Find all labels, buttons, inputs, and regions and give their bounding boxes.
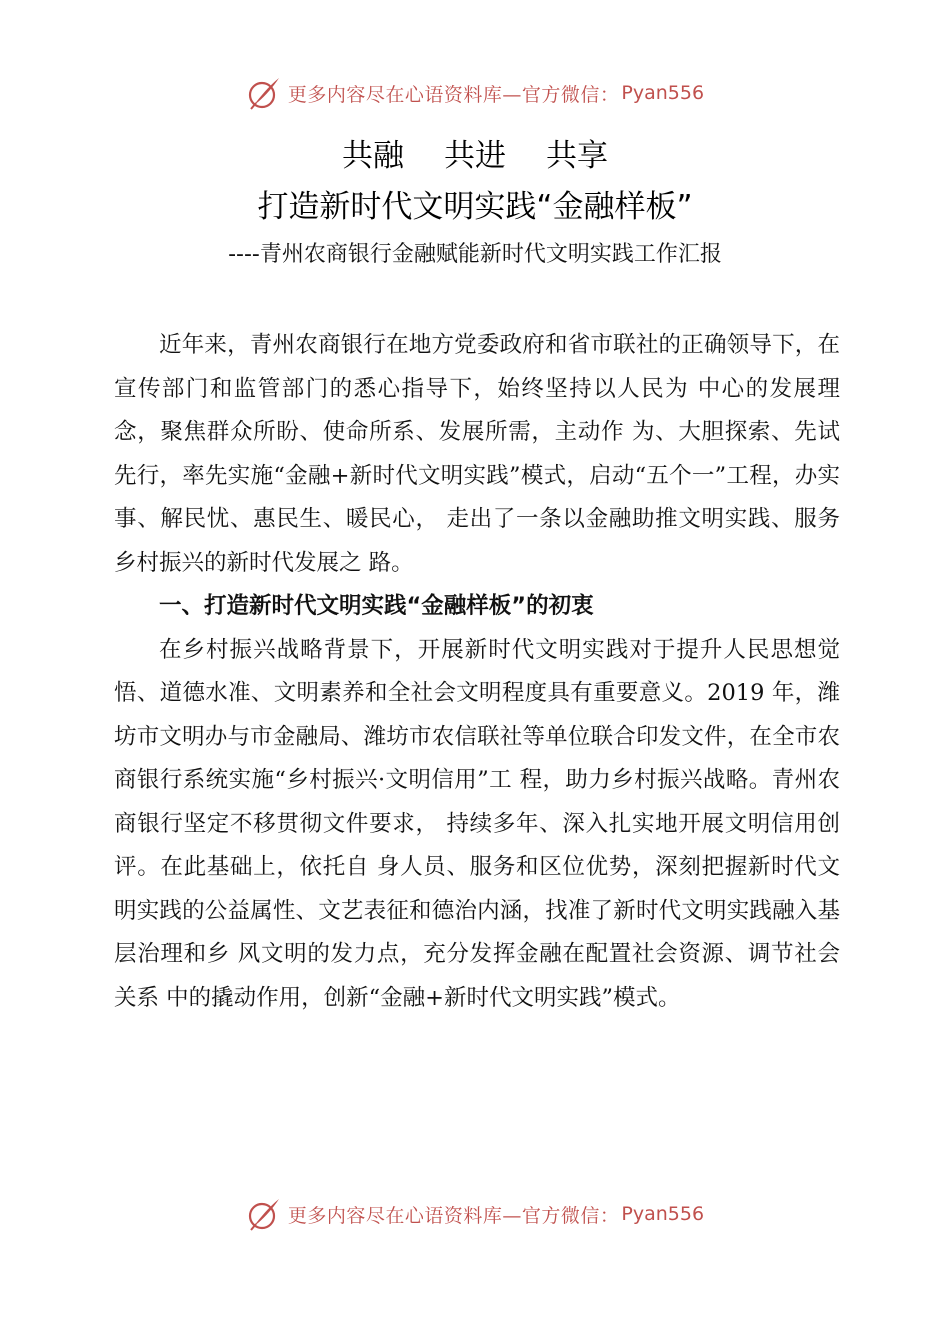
title-word-2: 共进 — [444, 138, 506, 174]
banner-handle: Pyan556 — [621, 1203, 705, 1225]
header-watermark-banner — [0, 73, 950, 113]
subtitle: ----青州农商银行金融赋能新时代文明实践工作汇报 — [228, 242, 722, 267]
banner-text: 更多内容尽在心语资料库—官方微信： — [287, 83, 620, 106]
quill-logo-icon — [246, 75, 282, 111]
title-word-1: 共融 — [342, 138, 404, 174]
section-paragraph: 在乡村振兴战略背景下，开展新时代文明实践对于提升人民思想觉悟、道德水准、文明素养和全社会文明程度具有重要意义。2019 年，潍坊市文明办与市金融局、潍坊市农信联社等单位联合印发文件，在全市农商银行系统实施“乡村振兴·文明信用”工 程，助力乡村振兴战略。青州农商银行坚定不移贯彻文件要求， 持续多年、深入扎实地开展文明信用创评。在此基础上，依托自 身人员、服务和区位优势，深刻把握新时代文明实践的公益属性、文艺表征和德治内涵，找准了新时代文明实践融入基层治理和乡 风文明的发力点，充分发挥金融在配置社会资源、调节社会关系 中的撬动作用，创新“金融+新时代文明实践”模式。 — [114, 636, 840, 1011]
intro-paragraph: 近年来，青州农商银行在地方党委政府和省市联社的正确领导下，在宣传部门和监管部门的悉心指导下，始终坚持以人民为 中心的发展理念，聚焦群众所盼、使命所系、发展所需，主动作 为、大胆探索、先试先行，率先实施“金融+新时代文明实践”模式，启动“五个一”工程，办实事、解民忧、惠民生、暖民心， 走出了一条以金融助推文明实践、服务乡村振兴的新时代发展之 路。 — [114, 332, 840, 576]
title-word-3: 共享 — [546, 138, 608, 174]
main-title-line1 — [0, 130, 950, 175]
footer-watermark-banner — [0, 1194, 950, 1234]
banner-handle: Pyan556 — [621, 82, 705, 104]
section-heading: 一、打造新时代文明实践“金融样板”的初衷 — [159, 593, 594, 619]
main-title-line2: 打造新时代文明实践“金融样板” — [257, 189, 693, 225]
document-body — [114, 324, 840, 1020]
banner-text: 更多内容尽在心语资料库—官方微信： — [287, 1204, 620, 1227]
quill-logo-icon — [246, 1196, 282, 1232]
